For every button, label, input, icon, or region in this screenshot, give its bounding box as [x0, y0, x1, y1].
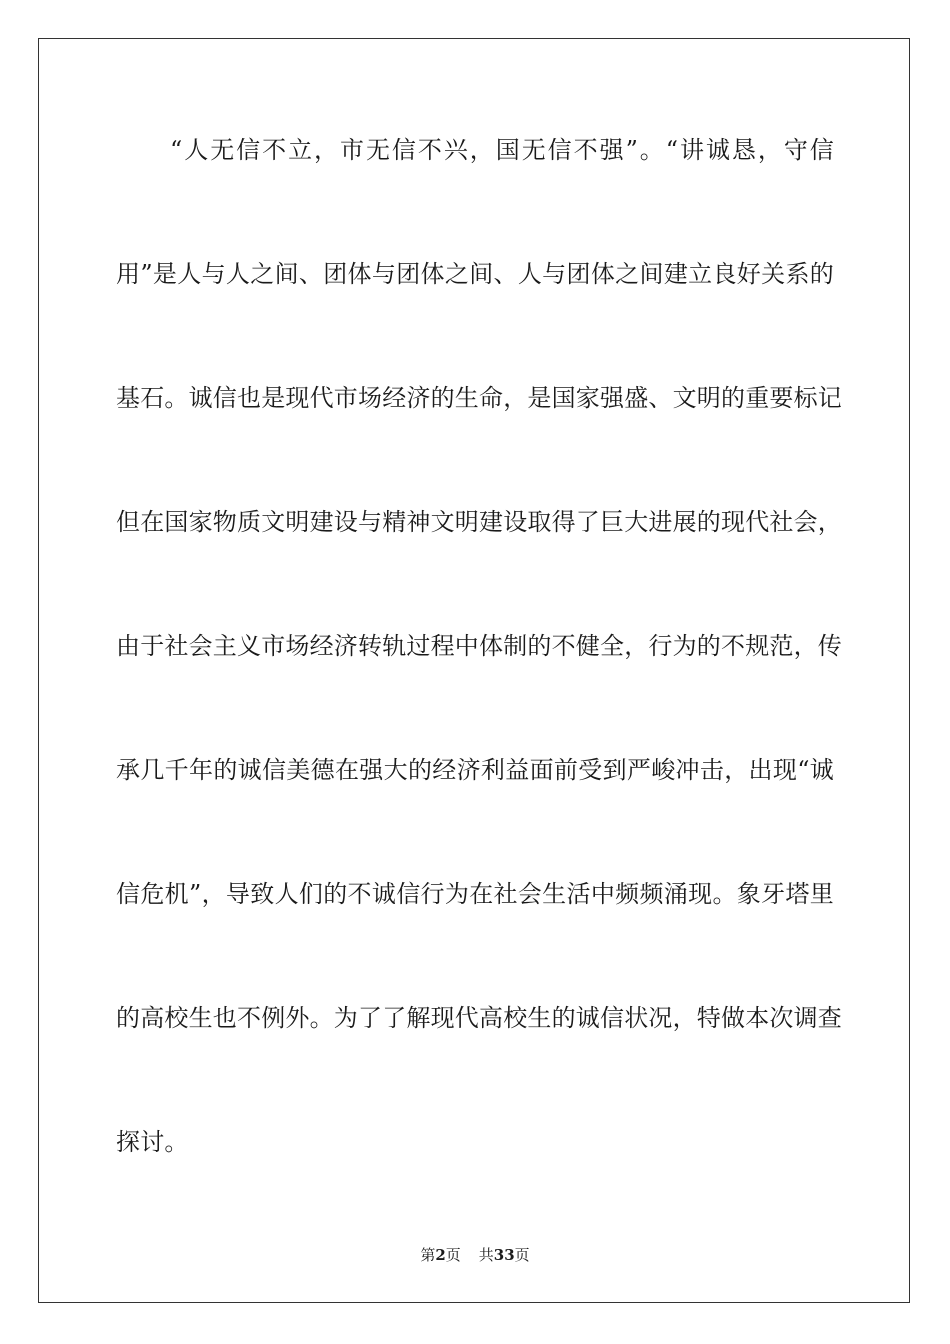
paragraph-line-8: 的高校生也不例外。为了了解现代高校生的诚信状况，特做本次调查 [116, 1004, 842, 1032]
paragraph-line-6: 承几千年的诚信美德在强大的经济利益面前受到严峻冲击，出现“诚 [116, 756, 834, 784]
paragraph-line-7: 信危机”，导致人们的不诚信行为在社会生活中频频涌现。象牙塔里 [116, 880, 834, 908]
paragraph-line-2: 用”是人与人之间、团体与团体之间、人与团体之间建立良好关系的 [116, 260, 834, 288]
page-border [38, 38, 910, 1303]
paragraph-line-3: 基石。诚信也是现代市场经济的生命，是国家强盛、文明的重要标记 [116, 384, 842, 412]
paragraph-line-4: 但在国家物质文明建设与精神文明建设取得了巨大进展的现代社会， [116, 508, 842, 536]
footer-page-prefix: 第 [420, 1246, 436, 1264]
page-footer [0, 1245, 950, 1265]
paragraph-line-9: 探讨。 [116, 1128, 189, 1156]
footer-total-suffix: 页 [514, 1246, 530, 1264]
paragraph-line-5: 由于社会主义市场经济转轨过程中体制的不健全，行为的不规范，传 [116, 632, 842, 660]
footer-total-prefix: 共 [478, 1246, 494, 1264]
paragraph-line-1: “人无信不立，市无信不兴，国无信不强”。“讲诚恳，守信 [170, 136, 834, 164]
footer-page-number: 2 [435, 1246, 446, 1264]
footer-page-suffix: 页 [445, 1246, 461, 1264]
footer-total-pages: 33 [493, 1246, 515, 1264]
